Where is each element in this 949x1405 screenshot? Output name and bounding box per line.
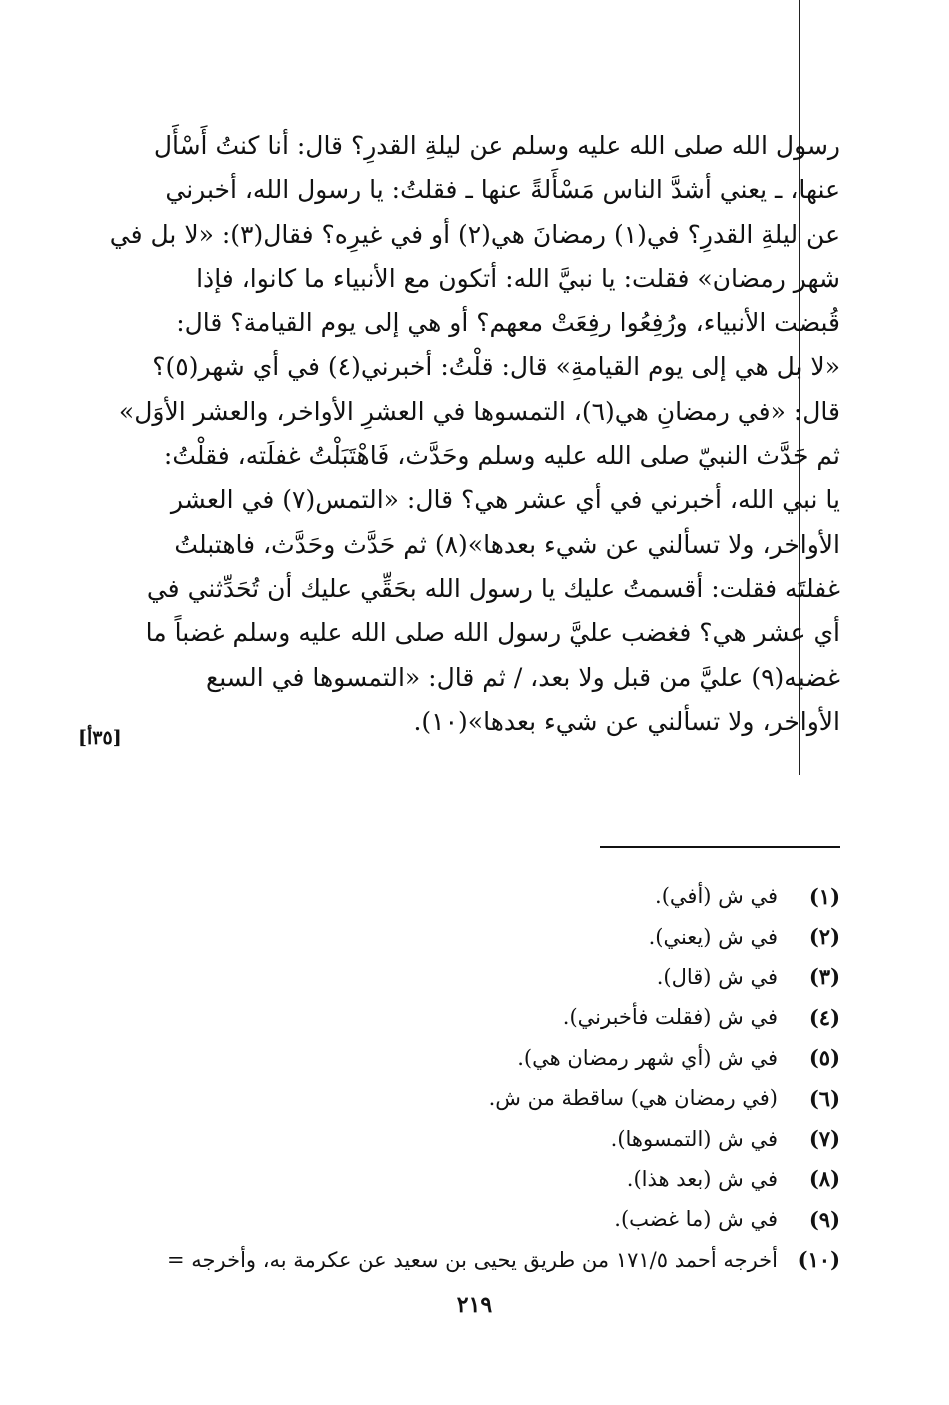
footnote-text: في ش (قال). xyxy=(656,964,778,989)
footnote xyxy=(100,1199,840,1239)
footnote-number: (١) xyxy=(808,883,840,909)
footnote xyxy=(100,1038,840,1078)
main-text xyxy=(109,124,840,744)
text-line: ثم حَدَّث النبيّ صلى الله عليه وسلم وحَدَّث، فَاهْتَبَلْتُ غفلَته، فقلْتُ: xyxy=(163,441,840,471)
footnote xyxy=(100,876,840,916)
text-line: رسول الله صلى الله عليه وسلم عن ليلةِ القدرِ؟ قال: أنا كنتُ أَسْأَل xyxy=(153,131,840,160)
text-line: يا نبي الله، أخبرني في أي عشر هي؟ قال: «التمس(٧) في العشر xyxy=(170,485,840,515)
text-line: أي عشر هي؟ فغضب عليَّ رسول الله صلى الله عليه وسلم غضباً ما xyxy=(145,618,840,648)
footnote xyxy=(100,1240,840,1280)
text-line: قال: «في رمضانِ هي(٦)، التمسوها في العشرِ الأواخر، والعشر الأوَل» xyxy=(118,396,840,426)
text-line: عنها، ـ يعني أشدَّ الناس مَسْأَلةً عنها ـ فقلتُ: يا رسول الله، أخبرني xyxy=(165,175,840,205)
footnote-number: (٦) xyxy=(808,1085,840,1111)
footnote-number: (٥) xyxy=(808,1045,840,1071)
footnote-number: (٤) xyxy=(808,1004,840,1030)
text-line: شهر رمضان» فقلت: يا نبيَّ الله: أتكون مع الأنبياء ما كانوا، فإذا xyxy=(196,263,840,293)
text-line: عن ليلةِ القدرِ؟ في(١) رمضانَ هي(٢) أو في غيرِه؟ فقال(٣): «لا بل في xyxy=(109,219,840,249)
footnote-text: في ش (ما غضب). xyxy=(614,1207,778,1232)
footnote-text: في ش (التمسوها). xyxy=(610,1126,778,1151)
footnote-text: (في رمضان هي) ساقطة من ش. xyxy=(488,1086,778,1111)
text-line: غضبه(٩) عليَّ من قبل ولا بعد، / ثم قال: «التمسوها في السبع xyxy=(205,662,840,692)
footnote-text: أخرجه أحمد ١٧١/٥ من طريق يحيى بن سعيد عن عكرمة به، وأخرجه = xyxy=(167,1247,778,1272)
text-line: قُبضت الأنبياء، ورُفِعُوا رفِعَتْ معهم؟ أو هي إلى يوم القيامة؟ قال: xyxy=(176,308,840,338)
text-line: الأواخر، ولا تسألني عن شيء بعدها»(٨) ثم حَدَّث وحَدَّث، فاهتبلتُ xyxy=(174,529,840,559)
footnote xyxy=(100,916,840,956)
footnote-text: في ش (بعد هذا). xyxy=(626,1166,778,1191)
footnote-text: في ش (أي شهر رمضان هي). xyxy=(517,1045,778,1070)
footnote-number: (١٠) xyxy=(797,1247,840,1273)
footnote-separator xyxy=(600,846,840,848)
footnote-number: (٣) xyxy=(808,964,840,990)
footnote xyxy=(100,997,840,1037)
footnote-text: في ش (فقلت فأخبرني). xyxy=(562,1005,778,1030)
footnote xyxy=(100,1078,840,1118)
footnote-text: في ش (أفي). xyxy=(655,884,778,909)
footnotes xyxy=(100,876,840,1280)
footnote-number: (٢) xyxy=(808,924,840,950)
footnote xyxy=(100,1159,840,1199)
manuscript-folio-note: [٣٥أ] xyxy=(78,727,122,749)
text-line: الأواخر، ولا تسألني عن شيء بعدها»(١٠). xyxy=(413,706,840,736)
text-line: غفلتَه فقلت: أقسمتُ عليك يا رسول الله بحَقِّي عليك أن تُحَدِّثني في xyxy=(146,573,840,603)
footnote-number: (٨) xyxy=(808,1166,840,1192)
footnote-text: في ش (يعني). xyxy=(648,924,778,949)
footnote xyxy=(100,957,840,997)
page-number: ٢١٩ xyxy=(456,1292,493,1318)
footnote-number: (٧) xyxy=(808,1126,840,1152)
footnote xyxy=(100,1118,840,1158)
text-line: «لا بل هي إلى يوم القيامةِ» قال: قلْتُ: أخبرني(٤) في أي شهر(٥)؟ xyxy=(152,352,840,382)
footnote-number: (٩) xyxy=(808,1206,840,1232)
